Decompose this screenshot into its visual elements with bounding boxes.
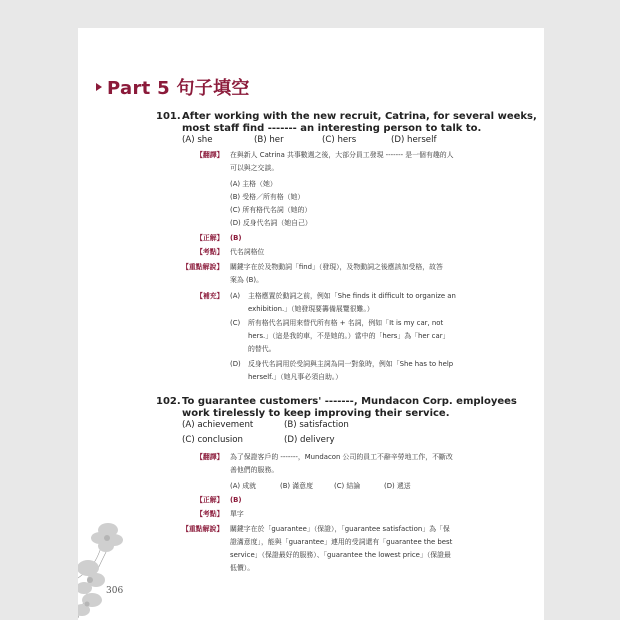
- analysis-line1: 關鍵字在於「guarantee」（保證），「guarantee satisfaction」為「保: [230, 525, 450, 533]
- option-b: (B) satisfaction: [284, 420, 349, 430]
- translation-option-c: (C) 所有格代名詞（她的）: [230, 206, 312, 214]
- analysis-line3: service」（保證最好的服務）、「guarantee the lowest price」（保證最: [230, 551, 451, 559]
- supplement-a-line2: exhibition.」（她發現要籌備展覽很難。）: [248, 305, 374, 313]
- flower-illustration: [78, 468, 138, 620]
- translation-option-d: (D) 反身代名詞（她自己）: [230, 219, 312, 227]
- analysis-line2: 證滿意度」，能與「guarantee」連用的受詞還有「guarantee the best: [230, 538, 453, 546]
- analysis-label: 【重點解說】: [182, 263, 224, 271]
- supplement-d-key: (D): [230, 360, 241, 368]
- translation-label: 【翻譯】: [196, 151, 224, 159]
- supplement-c-line3: 的替代。: [248, 345, 276, 353]
- question-text-line2: work tirelessly to keep improving their service.: [182, 408, 450, 419]
- translation-option-b: (B) 受格／所有格（她）: [230, 193, 305, 201]
- option-c: (C) hers: [322, 135, 357, 145]
- supplement-d-line1: 反身代名詞用於受詞與主詞為同一對象時，例如「She has to help: [248, 360, 454, 368]
- question-text-line1: To guarantee customers' -------, Mundacon Corp. employees: [182, 396, 517, 407]
- supplement-a-line1: 主格應置於動詞之前，例如「She finds it difficult to organize an: [248, 292, 456, 300]
- translation-option-d: (D) 遞送: [384, 482, 411, 490]
- section-title: Part 5 句子填空: [107, 78, 250, 99]
- analysis-line2: 案為 (B)。: [230, 276, 263, 284]
- point-label: 【考點】: [196, 248, 224, 256]
- question-101: [156, 111, 537, 135]
- triangle-bullet-icon: [96, 83, 102, 91]
- question-number: 101.: [156, 111, 181, 122]
- analysis-line4: 低價）。: [230, 564, 255, 572]
- analysis-line1: 關鍵字在於及物動詞「find」（發現），及物動詞之後應該加受格，故答: [230, 263, 443, 271]
- option-c: (C) conclusion: [182, 435, 243, 445]
- section-heading: [96, 74, 250, 100]
- translation-option-c: (C) 結論: [334, 482, 361, 490]
- question-text-line2: most staff find ------- an interesting person to talk to.: [182, 123, 482, 134]
- translation-line2: 善他們的服務。: [230, 466, 279, 474]
- option-d: (D) delivery: [284, 435, 335, 445]
- answer-label: 【正解】: [196, 234, 224, 242]
- translation-line1: 在與新人 Catrina 共事數週之後，大部分員工發現 ------- 是一個有趣的人: [230, 151, 454, 159]
- point-label: 【考點】: [196, 510, 224, 518]
- supplement-c-line1: 所有格代名詞用來替代所有格 + 名詞，例如「It is my car, not: [248, 319, 444, 327]
- question-text-line1: After working with the new recruit, Catrina, for several weeks,: [182, 111, 537, 122]
- supplement-c-line2: hers.」（這是我的車，不是她的。）當中的「hers」為「her car」: [248, 332, 450, 340]
- answer-value: (B): [230, 234, 242, 242]
- translation-option-a: (A) 成就: [230, 482, 257, 490]
- supplement-label: 【補充】: [196, 292, 224, 300]
- point-value: 單字: [230, 510, 244, 518]
- answer-value: (B): [230, 496, 242, 504]
- option-b: (B) her: [254, 135, 284, 145]
- translation-line2: 可以與之交談。: [230, 164, 279, 172]
- answer-label: 【正解】: [196, 496, 224, 504]
- supplement-d-line2: herself.」（她凡事必須自助。）: [248, 373, 343, 381]
- supplement-a-key: (A): [230, 292, 241, 300]
- page-number: 306: [106, 586, 124, 596]
- translation-line1: 為了保證客戶的 -------，Mundacon 公司的員工不辭辛勞地工作，不斷改: [230, 453, 453, 461]
- translation-label: 【翻譯】: [196, 453, 224, 461]
- translation-option-b: (B) 滿意度: [280, 482, 313, 490]
- translation-option-a: (A) 主格（她）: [230, 180, 277, 188]
- options-101: [182, 135, 482, 147]
- option-d: (D) herself: [391, 135, 437, 145]
- option-a: (A) achievement: [182, 420, 254, 430]
- option-a: (A) she: [182, 135, 213, 145]
- question-number: 102.: [156, 396, 181, 407]
- supplement-c-key: (C): [230, 319, 241, 327]
- question-102: [156, 396, 517, 420]
- analysis-label: 【重點解說】: [182, 525, 224, 533]
- point-value: 代名詞格位: [230, 248, 265, 256]
- options-102: [182, 420, 442, 450]
- book-page: [78, 28, 544, 620]
